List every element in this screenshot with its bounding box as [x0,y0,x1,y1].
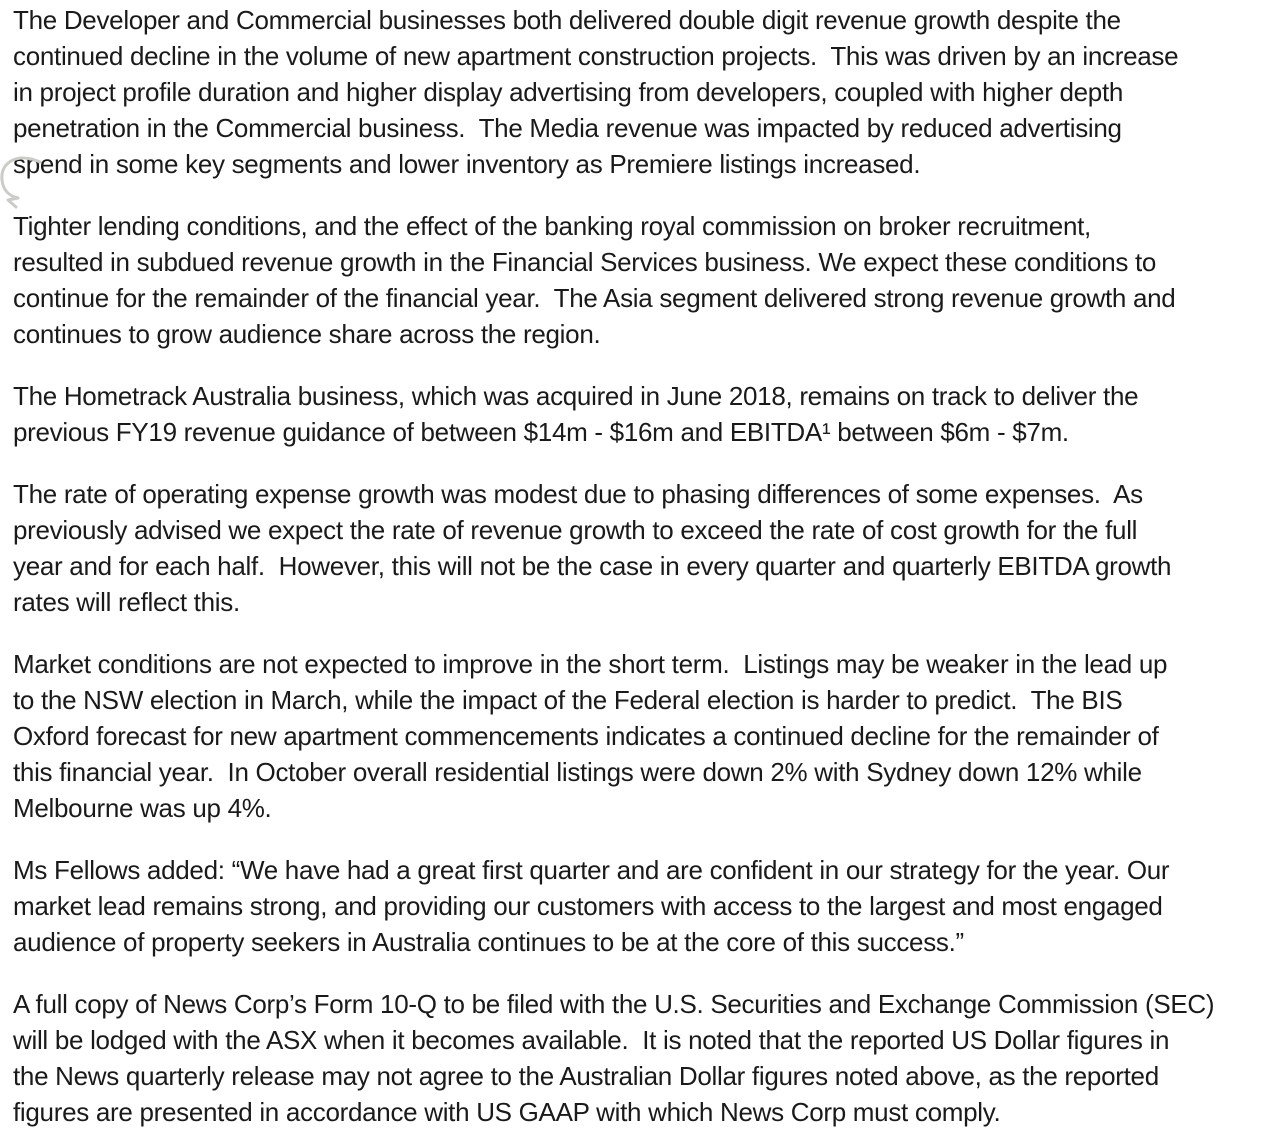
paragraph-line: The Hometrack Australia business, which was acquired in June 2018, remains on track to deliver the [13,381,1139,411]
paragraph-line: audience of property seekers in Australia continues to be at the core of this success.” [13,927,964,957]
paragraph-line: spend in some key segments and lower inventory as Premiere listings increased. [13,149,921,179]
paragraph-lending-conditions [13,208,1265,352]
paragraph-line: market lead remains strong, and providing our customers with access to the largest and most engaged [13,891,1163,921]
paragraph-line: previous FY19 revenue guidance of between $14m - $16m and EBITDA¹ between $6m - $7m. [13,417,1069,447]
paragraph-fellows-quote [13,852,1265,960]
paragraph-line: continues to grow audience share across the region. [13,319,601,349]
paragraph-form-10q [13,986,1265,1130]
paragraph-line: previously advised we expect the rate of revenue growth to exceed the rate of cost growth for the full [13,515,1138,545]
paragraph-line: penetration in the Commercial business. The Media revenue was impacted by reduced advertising [13,113,1122,143]
paragraph-line: figures are presented in accordance with US GAAP with which News Corp must comply. [13,1097,1001,1127]
paragraph-line: Market conditions are not expected to improve in the short term. Listings may be weaker in the lead up [13,649,1168,679]
paragraph-developer-commercial [13,2,1265,182]
paragraph-line: the News quarterly release may not agree to the Australian Dollar figures noted above, as the reported [13,1061,1159,1091]
paragraph-line: A full copy of News Corp’s Form 10-Q to be filed with the U.S. Securities and Exchange Commission (SEC) [13,989,1215,1019]
paragraph-market-conditions [13,646,1265,826]
paragraph-operating-expense [13,476,1265,620]
paragraph-line: year and for each half. However, this will not be the case in every quarter and quarterly EBITDA growth [13,551,1172,581]
paragraph-line: Tighter lending conditions, and the effect of the banking royal commission on broker recruitment, [13,211,1091,241]
paragraph-line: to the NSW election in March, while the impact of the Federal election is harder to predict. The BIS [13,685,1123,715]
paragraph-line: Ms Fellows added: “We have had a great first quarter and are confident in our strategy for the year. Our [13,855,1170,885]
paragraph-line: continued decline in the volume of new apartment construction projects. This was driven by an increase [13,41,1179,71]
paragraph-line: in project profile duration and higher display advertising from developers, coupled with higher depth [13,77,1124,107]
paragraph-line: continue for the remainder of the financial year. The Asia segment delivered strong revenue growth and [13,283,1176,313]
paragraph-line: The rate of operating expense growth was modest due to phasing differences of some expenses. As [13,479,1143,509]
paragraph-line: resulted in subdued revenue growth in the Financial Services business. We expect these conditions to [13,247,1157,277]
paragraph-line: Melbourne was up 4%. [13,793,272,823]
paragraph-line: The Developer and Commercial businesses both delivered double digit revenue growth despite the [13,5,1121,35]
paragraph-line: Oxford forecast for new apartment commencements indicates a continued decline for the remainder of [13,721,1159,751]
paragraph-hometrack [13,378,1265,450]
paragraph-line: will be lodged with the ASX when it becomes available. It is noted that the reported US Dollar figures in [13,1025,1170,1055]
paragraph-line: rates will reflect this. [13,587,240,617]
paragraph-line: this financial year. In October overall residential listings were down 2% with Sydney down 12% while [13,757,1142,787]
